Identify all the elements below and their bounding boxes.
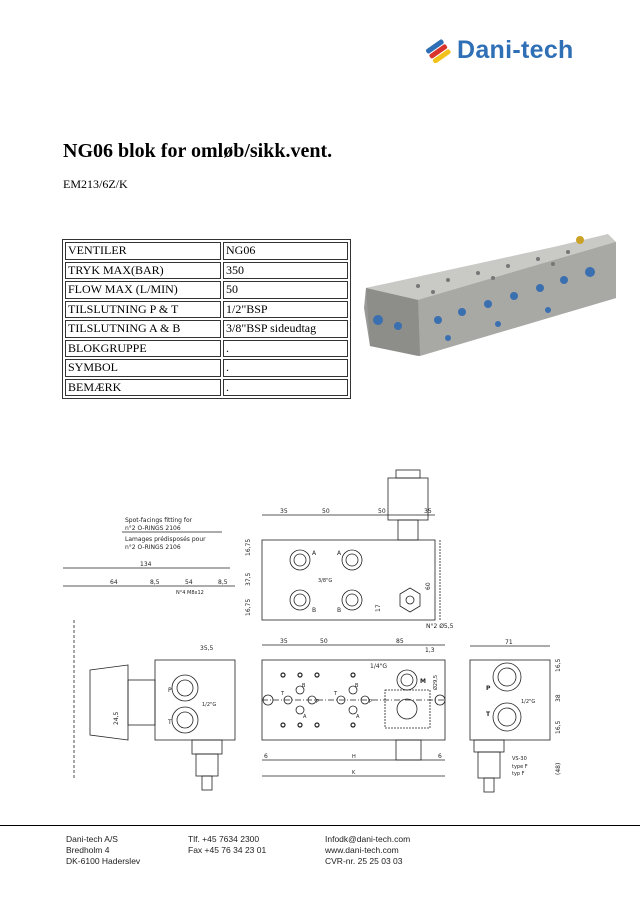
spec-value: 350 <box>223 262 348 280</box>
drawing-label: H <box>352 754 356 760</box>
right-view <box>470 646 550 792</box>
drawing-label: K <box>352 770 356 776</box>
drawing-label: 54 <box>185 579 193 586</box>
spec-row <box>65 379 348 397</box>
drawing-label: 24,5 <box>113 711 120 725</box>
drawing-label: 38 <box>555 694 562 702</box>
drawing-label: T <box>168 719 172 726</box>
drawing-label: P <box>316 699 320 705</box>
drawing-label: 37,5 <box>245 572 252 586</box>
drawing-label: 35 <box>280 508 288 515</box>
drawing-label: T <box>486 711 491 718</box>
spec-row <box>65 262 348 280</box>
top-view <box>262 470 440 620</box>
drawing-label: 50 <box>322 508 330 515</box>
spec-value: . <box>223 359 348 377</box>
drawing-label: B <box>337 607 342 614</box>
drawing-label: N°4 M8x12 <box>176 590 204 596</box>
spec-value: . <box>223 379 348 397</box>
drawing-label: 50 <box>320 638 328 645</box>
spec-key: BLOKGRUPPE <box>65 340 221 358</box>
logo-text: Dani-tech <box>457 36 574 64</box>
spec-value: 50 <box>223 281 348 299</box>
spec-key: TILSLUTNING P & T <box>65 301 221 319</box>
drawing-label: n°2 O-RINGS 2106 <box>125 544 181 551</box>
drawing-label: 17 <box>375 604 382 612</box>
spec-row <box>65 359 348 377</box>
page-title: NG06 blok for omløb/sikk.vent. <box>63 140 333 162</box>
drawing-label: T <box>334 691 338 697</box>
spec-key: VENTILER <box>65 242 221 260</box>
dani-tech-logo <box>425 36 574 65</box>
product-code: EM213/6Z/K <box>63 177 128 191</box>
drawing-label: 16,5 <box>555 720 562 734</box>
spec-row <box>65 242 348 260</box>
drawing-label: 35 <box>424 508 432 515</box>
drawing-label: VS-30 <box>512 756 527 762</box>
technical-drawing <box>60 460 580 800</box>
spec-row <box>65 301 348 319</box>
footer-phone: Tlf. +45 7634 2300 Fax +45 76 34 23 01 <box>188 834 267 855</box>
drawing-label: P <box>168 687 172 694</box>
drawing-label: B <box>302 683 306 689</box>
drawing-label: M <box>420 678 426 685</box>
drawing-label: A <box>312 550 317 557</box>
spec-value: NG06 <box>223 242 348 260</box>
drawing-label: 64 <box>110 579 118 586</box>
spec-row <box>65 340 348 358</box>
spec-key: BEMÆRK <box>65 379 221 397</box>
drawing-label: 16,75 <box>245 598 252 616</box>
drawing-label: P <box>486 685 491 692</box>
drawing-label: n°2 O-RINGS 2106 <box>125 525 181 532</box>
drawing-label: B <box>312 607 317 614</box>
spec-key: TRYK MAX(BAR) <box>65 262 221 280</box>
drawing-label: 71 <box>505 639 513 646</box>
drawing-label: 50 <box>378 508 386 515</box>
drawing-label: 3/8"G <box>318 578 333 584</box>
drawing-label: T <box>281 691 285 697</box>
drawing-label: (48) <box>555 762 562 775</box>
drawing-label: Lamages prédisposés pour <box>125 536 206 543</box>
footer-contact: Infodk@dani-tech.com www.dani-tech.com CVR-nr. 25 25 03 03 <box>325 834 411 866</box>
drawing-label: B <box>355 683 359 689</box>
drawing-label: 6 <box>264 753 268 760</box>
drawing-label: 8,5 <box>150 579 160 586</box>
drawing-label: A <box>337 550 342 557</box>
drawing-label: Ø29,5 <box>433 674 439 690</box>
spec-value: 1/2"BSP <box>223 301 348 319</box>
drawing-label: 1/2"G <box>521 699 536 705</box>
drawing-label: type F <box>512 764 528 770</box>
drawing-label: 1/2"G <box>202 702 217 708</box>
product-photo <box>358 228 623 363</box>
drawing-label: 60 <box>425 582 432 590</box>
spec-value: 3/8"BSP sideudtag <box>223 320 348 338</box>
spec-key: SYMBOL <box>65 359 221 377</box>
drawing-label: 6 <box>438 753 442 760</box>
drawing-label: P <box>369 699 373 705</box>
spec-row <box>65 320 348 338</box>
drawing-label: A <box>303 714 307 720</box>
drawing-label: 8,5 <box>218 579 228 586</box>
drawing-label: N°2 Ø5,5 <box>426 623 454 630</box>
drawing-label: A <box>356 714 360 720</box>
spec-key: TILSLUTNING A & B <box>65 320 221 338</box>
spec-value: . <box>223 340 348 358</box>
drawing-label: Spot-facings fitting for <box>125 517 193 524</box>
website-link[interactable]: www.dani-tech.com <box>325 845 399 855</box>
drawing-label: 1/4"G <box>370 663 388 670</box>
email-link[interactable]: Infodk@dani-tech.com <box>325 834 411 844</box>
drawing-label: 35,5 <box>200 645 214 652</box>
spec-table <box>62 239 351 399</box>
drawing-label: 134 <box>140 561 152 568</box>
drawing-label: 1,3 <box>425 647 435 654</box>
logo-mark-icon <box>425 39 451 63</box>
drawing-label: 35 <box>280 638 288 645</box>
spec-row <box>65 281 348 299</box>
drawing-label: 16,75 <box>245 538 252 556</box>
footer-company: Dani-tech A/S Bredholm 4 DK-6100 Haderslev <box>66 834 141 866</box>
footer-divider <box>0 825 640 826</box>
drawing-label: 16,5 <box>555 658 562 672</box>
drawing-label: typ F <box>512 771 525 777</box>
spec-key: FLOW MAX (L/MIN) <box>65 281 221 299</box>
drawing-label: 85 <box>396 638 404 645</box>
